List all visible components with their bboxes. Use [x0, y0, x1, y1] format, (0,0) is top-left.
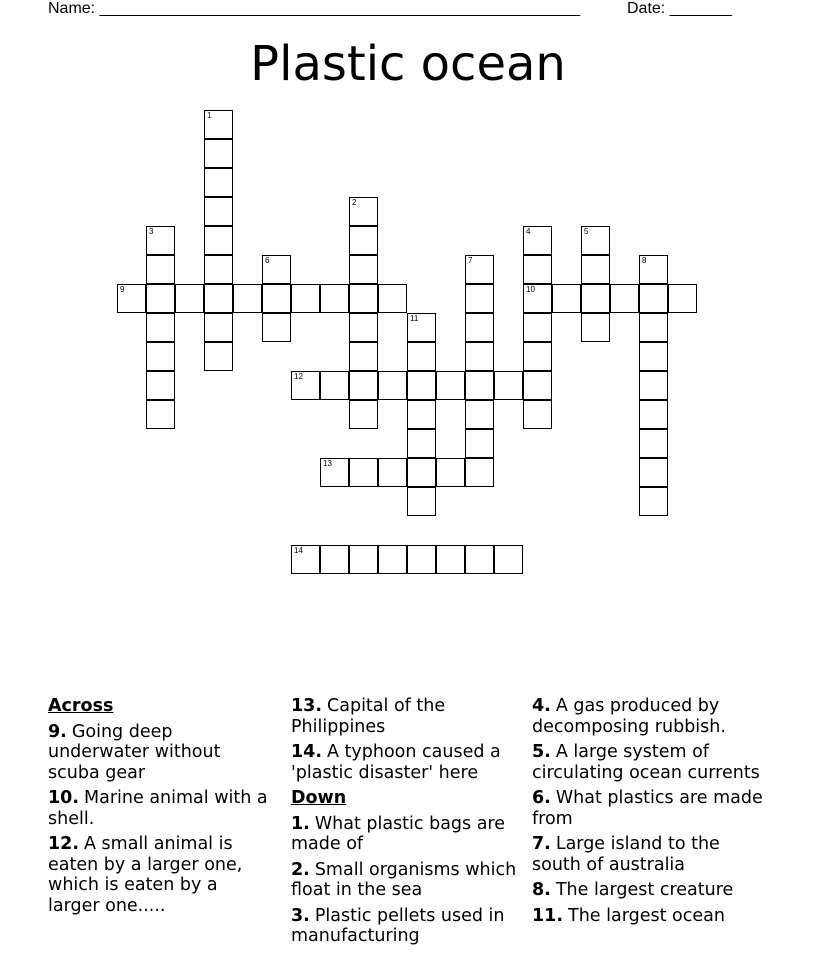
- clue-text: Plastic pellets used in manufacturing: [291, 905, 505, 946]
- grid-cell[interactable]: [407, 429, 436, 458]
- grid-cell[interactable]: [378, 371, 407, 400]
- grid-cell[interactable]: [146, 255, 175, 284]
- grid-cell[interactable]: [407, 371, 436, 400]
- clue-number: 8.: [532, 880, 551, 900]
- clue-text: A gas produced by decomposing rubbish.: [532, 696, 726, 737]
- grid-cell[interactable]: [465, 313, 494, 342]
- clue-text: Going deep underwater without scuba gear: [48, 721, 221, 783]
- grid-cell[interactable]: [349, 458, 378, 487]
- grid-cell[interactable]: [639, 487, 668, 516]
- grid-cell[interactable]: [320, 545, 349, 574]
- grid-cell[interactable]: [668, 284, 697, 313]
- clue-text: Small organisms which float in the sea: [291, 859, 517, 900]
- grid-cell[interactable]: [291, 284, 320, 313]
- clue-number: 2.: [291, 859, 310, 880]
- clue-item: [532, 742, 772, 783]
- clue-item: [532, 788, 772, 829]
- grid-cell[interactable]: [523, 371, 552, 400]
- grid-cell[interactable]: [581, 284, 610, 313]
- grid-cell[interactable]: [146, 284, 175, 313]
- cell-number: 6: [265, 256, 270, 265]
- grid-cell[interactable]: [146, 371, 175, 400]
- cell-number: 3: [149, 227, 154, 236]
- clue-number: 11.: [532, 905, 564, 926]
- section-heading-across: Across: [48, 696, 114, 716]
- cell-number: 12: [294, 372, 303, 381]
- grid-cell[interactable]: [639, 371, 668, 400]
- grid-cell[interactable]: [233, 284, 262, 313]
- grid-cell[interactable]: [204, 342, 233, 371]
- grid-cell[interactable]: [494, 371, 523, 400]
- grid-cell[interactable]: [407, 400, 436, 429]
- grid-cell[interactable]: [523, 342, 552, 371]
- grid-cell[interactable]: [523, 284, 552, 313]
- grid-cell[interactable]: [349, 197, 378, 226]
- grid-cell[interactable]: [320, 284, 349, 313]
- grid-cell[interactable]: [465, 342, 494, 371]
- grid-cell[interactable]: [436, 371, 465, 400]
- grid-cell[interactable]: [146, 400, 175, 429]
- grid-cell[interactable]: [320, 371, 349, 400]
- cell-number: 8: [642, 256, 647, 265]
- clue-number: 7.: [532, 834, 551, 854]
- clue-number: 6.: [532, 788, 551, 808]
- clue-text: A small animal is eaten by a larger one, which is eaten by a larger one.....: [48, 834, 243, 916]
- grid-cell[interactable]: [320, 458, 349, 487]
- clue-number: 12.: [48, 834, 80, 854]
- grid-cell[interactable]: [523, 400, 552, 429]
- date-field: Date: _______: [627, 0, 732, 17]
- page-title: Plastic ocean: [250, 36, 566, 92]
- clue-text: What plastic bags are made of: [291, 813, 506, 854]
- cell-number: 13: [323, 459, 332, 468]
- grid-cell[interactable]: [436, 545, 465, 574]
- grid-cell[interactable]: [407, 458, 436, 487]
- cell-number: 10: [526, 285, 535, 294]
- grid-cell[interactable]: [204, 284, 233, 313]
- grid-cell[interactable]: [349, 313, 378, 342]
- grid-cell[interactable]: [581, 313, 610, 342]
- clue-number: 9.: [48, 721, 67, 742]
- grid-cell[interactable]: [465, 255, 494, 284]
- clue-item: [291, 860, 519, 901]
- clues-column-1: [48, 696, 273, 921]
- clue-number: 4.: [532, 696, 551, 716]
- grid-cell[interactable]: [639, 342, 668, 371]
- grid-cell[interactable]: [610, 284, 639, 313]
- clue-item: [48, 788, 273, 829]
- cell-number: 7: [468, 256, 473, 265]
- clue-text: The largest ocean: [568, 905, 725, 926]
- grid-cell[interactable]: [204, 226, 233, 255]
- cell-number: 14: [294, 546, 303, 555]
- grid-cell[interactable]: [349, 371, 378, 400]
- grid-cell[interactable]: [523, 255, 552, 284]
- grid-cell[interactable]: [291, 371, 320, 400]
- grid-cell[interactable]: [117, 284, 146, 313]
- grid-cell[interactable]: [291, 545, 320, 574]
- grid-cell[interactable]: [378, 545, 407, 574]
- grid-cell[interactable]: [349, 400, 378, 429]
- grid-cell[interactable]: [349, 226, 378, 255]
- grid-cell[interactable]: [465, 284, 494, 313]
- cell-number: 2: [352, 198, 357, 207]
- grid-cell[interactable]: [639, 313, 668, 342]
- grid-cell[interactable]: [204, 168, 233, 197]
- grid-cell[interactable]: [465, 400, 494, 429]
- grid-cell[interactable]: [407, 313, 436, 342]
- grid-cell[interactable]: [639, 458, 668, 487]
- grid-cell[interactable]: [639, 255, 668, 284]
- grid-cell[interactable]: [146, 342, 175, 371]
- clue-item: [532, 834, 772, 875]
- clue-text: What plastics are made from: [532, 788, 763, 829]
- clue-text: Marine animal with a shell.: [48, 788, 268, 829]
- clue-item: [532, 906, 772, 927]
- grid-cell[interactable]: [349, 342, 378, 371]
- clue-item: [48, 722, 273, 784]
- grid-cell[interactable]: [639, 429, 668, 458]
- grid-cell[interactable]: [204, 313, 233, 342]
- grid-cell[interactable]: [378, 458, 407, 487]
- cell-number: 5: [584, 227, 589, 236]
- grid-cell[interactable]: [581, 226, 610, 255]
- clue-item: [291, 696, 519, 737]
- grid-cell[interactable]: [465, 545, 494, 574]
- grid-cell[interactable]: [639, 284, 668, 313]
- clue-number: 13.: [291, 696, 323, 716]
- grid-cell[interactable]: [407, 545, 436, 574]
- grid-cell[interactable]: [204, 197, 233, 226]
- grid-cell[interactable]: [349, 284, 378, 313]
- grid-cell[interactable]: [146, 226, 175, 255]
- grid-cell[interactable]: [436, 458, 465, 487]
- grid-cell[interactable]: [523, 313, 552, 342]
- grid-cell[interactable]: [465, 371, 494, 400]
- clue-number: 3.: [291, 905, 310, 926]
- grid-cell[interactable]: [552, 284, 581, 313]
- clue-number: 1.: [291, 813, 310, 834]
- section-heading-down: Down: [291, 788, 347, 808]
- clue-number: 10.: [48, 788, 80, 808]
- name-field: Name: ______________________________________________________: [48, 0, 581, 17]
- grid-cell[interactable]: [407, 342, 436, 371]
- cell-number: 9: [120, 285, 125, 294]
- grid-cell[interactable]: [262, 255, 291, 284]
- grid-cell[interactable]: [378, 284, 407, 313]
- clue-number: 14.: [291, 742, 323, 762]
- clue-text: A typhoon caused a 'plastic disaster' here: [291, 742, 501, 783]
- grid-cell[interactable]: [494, 545, 523, 574]
- grid-cell[interactable]: [639, 400, 668, 429]
- clue-text: A large system of circulating ocean currents: [532, 742, 760, 783]
- clue-item: [48, 834, 273, 916]
- clue-item: [532, 880, 772, 901]
- grid-cell[interactable]: [523, 226, 552, 255]
- clue-text: Capital of the Philippines: [291, 696, 446, 737]
- clue-number: 5.: [532, 742, 551, 762]
- grid-cell[interactable]: [349, 545, 378, 574]
- grid-cell[interactable]: [146, 313, 175, 342]
- clue-item: [291, 814, 519, 855]
- grid-cell[interactable]: [349, 255, 378, 284]
- cell-number: 1: [207, 111, 212, 120]
- grid-cell[interactable]: [262, 313, 291, 342]
- grid-cell[interactable]: [407, 487, 436, 516]
- grid-cell[interactable]: [465, 458, 494, 487]
- clue-text: Large island to the south of australia: [532, 834, 720, 875]
- clue-item: [291, 906, 519, 947]
- clue-text: The largest creature: [555, 880, 734, 900]
- grid-cell[interactable]: [204, 255, 233, 284]
- clue-item: [291, 742, 519, 783]
- clues-column-2: [291, 696, 519, 952]
- grid-cell[interactable]: [465, 429, 494, 458]
- cell-number: 4: [526, 227, 531, 236]
- grid-cell[interactable]: [175, 284, 204, 313]
- cell-number: 11: [410, 314, 419, 323]
- grid-cell[interactable]: [204, 110, 233, 139]
- clue-item: [532, 696, 772, 737]
- clues-column-3: [532, 696, 772, 931]
- grid-cell[interactable]: [204, 139, 233, 168]
- grid-cell[interactable]: [581, 255, 610, 284]
- grid-cell[interactable]: [262, 284, 291, 313]
